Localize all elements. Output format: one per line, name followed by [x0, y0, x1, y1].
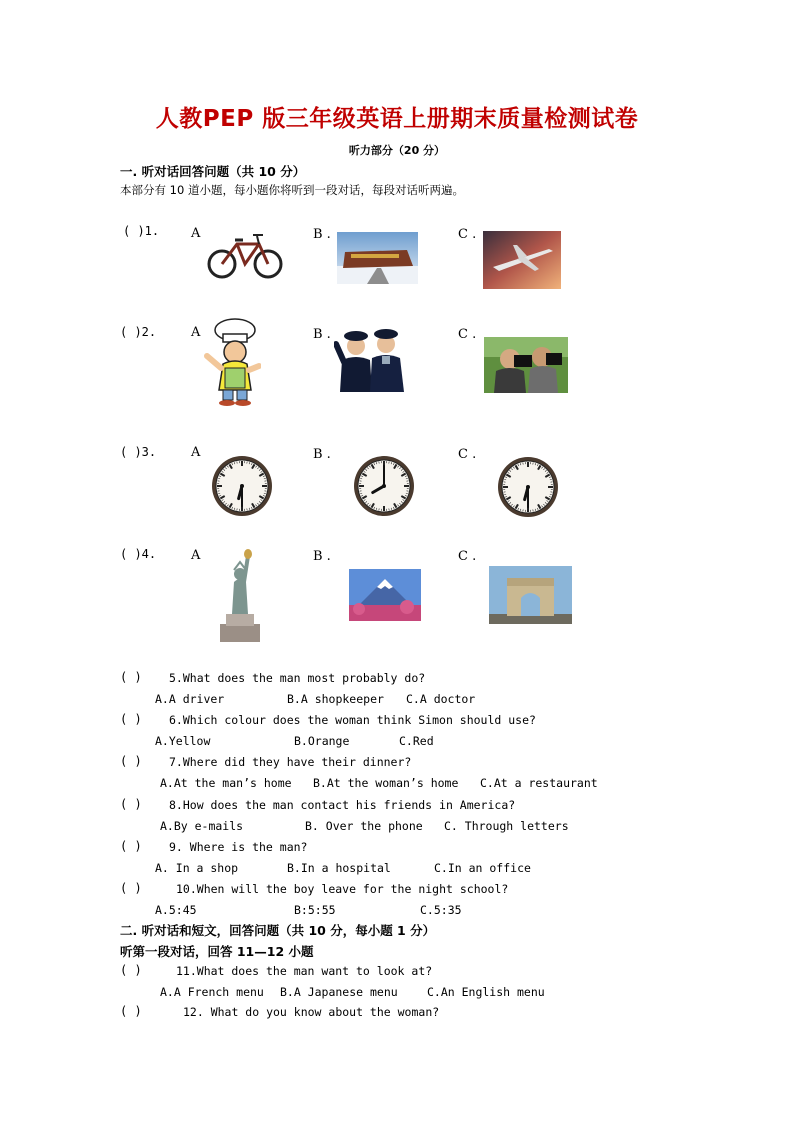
option-5a: A.A driver	[155, 692, 225, 706]
answer-blank-4[interactable]: ( )4.	[120, 547, 157, 561]
section2-subheading: 听第一段对话，回答 11—12 小题	[120, 944, 314, 959]
clock-hub	[240, 484, 244, 488]
bicycle-icon	[207, 228, 283, 280]
option-10a: A.5:45	[155, 903, 197, 917]
option-letter-c: C .	[458, 327, 477, 342]
answer-blank-11[interactable]: ( )	[120, 963, 142, 977]
mount-fuji-icon	[349, 569, 421, 621]
answer-blank-6[interactable]: ( )	[120, 712, 142, 726]
option-7b: B.At the woman’s home	[313, 776, 459, 790]
section1-intro: 本部分有 10 道小题，每小题你将听到一段对话，每段对话听两遍。	[120, 183, 464, 197]
option-8a: A.By e-mails	[160, 819, 244, 833]
option-11a: A.A French menu	[160, 985, 264, 999]
option-letter-b: B .	[313, 447, 331, 462]
option-letter-c: C .	[458, 549, 477, 564]
question-9: 9. Where is the man?	[169, 840, 308, 854]
option-letter-b: B .	[313, 227, 331, 242]
option-letter-a: A	[191, 325, 201, 340]
train-icon	[337, 232, 418, 284]
option-5c: C.A doctor	[406, 692, 476, 706]
option-5b: B.A shopkeeper	[287, 692, 384, 706]
option-letter-a: A	[191, 226, 201, 241]
option-letter-a: A	[191, 445, 201, 460]
answer-blank-3[interactable]: ( )3.	[120, 445, 157, 459]
option-8b: B. Over the phone	[305, 819, 423, 833]
answer-blank-10[interactable]: ( )	[120, 881, 142, 895]
question-6: 6.Which colour does the woman think Simon should use?	[169, 713, 536, 727]
option-letter-c: C .	[458, 227, 477, 242]
option-10c: C.5:35	[420, 903, 462, 917]
photographer-icon	[484, 337, 568, 393]
option-8c: C. Through letters	[444, 819, 569, 833]
option-6a: A.Yellow	[155, 734, 211, 748]
question-10: 10.When will the boy leave for the night school?	[176, 882, 509, 896]
section1-heading: 一. 听对话回答问题（共 10 分）	[120, 164, 306, 179]
question-7: 7.Where did they have their dinner?	[169, 755, 412, 769]
airplane-icon	[483, 231, 561, 289]
listening-header: 听力部分（20 分）	[348, 144, 446, 157]
option-9b: B.In a hospital	[287, 861, 391, 875]
option-9a: A. In a shop	[155, 861, 239, 875]
question-8: 8.How does the man contact his friends in America?	[169, 798, 516, 812]
option-letter-c: C .	[458, 447, 477, 462]
answer-blank-1[interactable]: ( )1.	[123, 224, 160, 238]
arc-de-triomphe-icon	[489, 566, 572, 624]
answer-blank-2[interactable]: ( )2.	[120, 325, 157, 339]
option-letter-b: B .	[313, 549, 331, 564]
clock-hub	[526, 485, 530, 489]
clock-icon	[496, 455, 560, 519]
option-6b: B.Orange	[294, 734, 350, 748]
question-11: 11.What does the man want to look at?	[176, 964, 433, 978]
option-letter-a: A	[191, 548, 201, 563]
cook-icon	[203, 318, 261, 406]
option-7c: C.At a restaurant	[480, 776, 598, 790]
question-12: 12. What do you know about the woman?	[183, 1005, 440, 1019]
option-11c: C.An English menu	[427, 985, 545, 999]
option-7a: A.At the man’s home	[160, 776, 292, 790]
option-6c: C.Red	[399, 734, 434, 748]
clock-icon	[352, 454, 416, 518]
clock-hub	[382, 484, 386, 488]
option-9c: C.In an office	[434, 861, 531, 875]
option-11b: B.A Japanese menu	[280, 985, 398, 999]
answer-blank-9[interactable]: ( )	[120, 839, 142, 853]
answer-blank-5[interactable]: ( )	[120, 670, 142, 684]
question-5: 5.What does the man most probably do?	[169, 671, 426, 685]
option-10b: B:5:55	[294, 903, 336, 917]
option-letter-b: B .	[313, 327, 331, 342]
statue-of-liberty-icon	[214, 548, 266, 642]
police-officers-icon	[334, 326, 408, 392]
answer-blank-8[interactable]: ( )	[120, 797, 142, 811]
answer-blank-7[interactable]: ( )	[120, 754, 142, 768]
section2-heading: 二. 听对话和短文，回答问题（共 10 分，每小题 1 分）	[120, 923, 436, 938]
answer-blank-12[interactable]: ( )	[120, 1004, 142, 1018]
page-title: 人教PEP 版三年级英语上册期末质量检测试卷	[155, 106, 639, 132]
clock-icon	[210, 454, 274, 518]
